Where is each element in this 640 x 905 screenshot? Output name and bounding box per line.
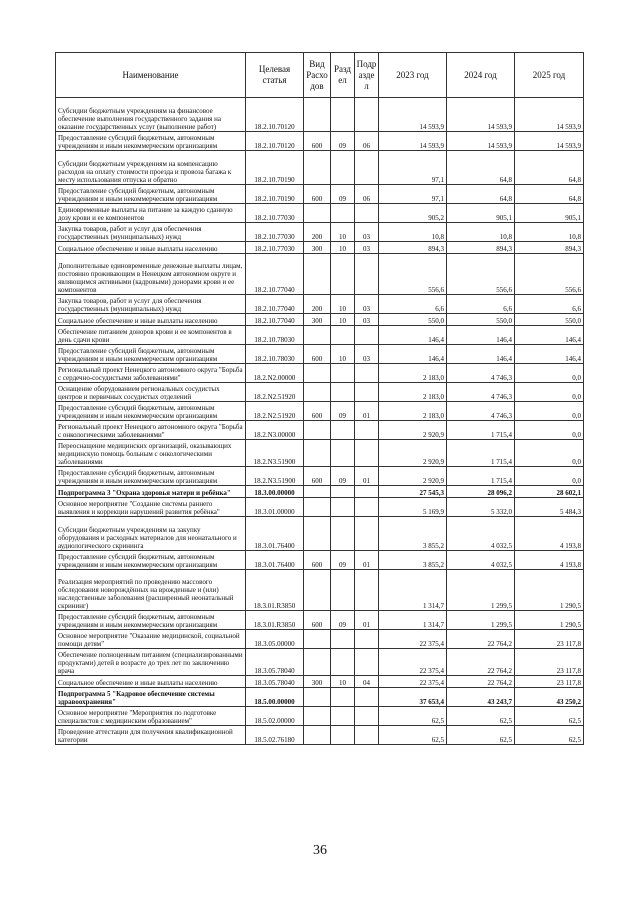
row-expense-type-cell xyxy=(304,440,331,467)
row-expense-type-cell: 200 xyxy=(304,223,331,242)
row-2025-value: 0,0 xyxy=(515,364,584,383)
row-expense-type-cell xyxy=(304,364,331,383)
table-row xyxy=(56,570,584,611)
row-subsection-cell xyxy=(355,498,379,517)
row-name-cell: Основное мероприятие "Создание системы раннего выявления и коррекции нарушений развития ребёнка" xyxy=(56,498,246,517)
row-section-cell: 09 xyxy=(331,611,355,630)
row-subsection-cell: 03 xyxy=(355,223,379,242)
table-row xyxy=(56,467,584,486)
table-row xyxy=(56,611,584,630)
row-subsection-cell xyxy=(355,486,379,498)
row-expense-type-cell xyxy=(304,326,331,345)
header-year-2023: 2023 год xyxy=(379,53,447,98)
row-subsection-cell xyxy=(355,254,379,295)
row-2025-value: 5 484,3 xyxy=(515,498,584,517)
row-expense-type-cell xyxy=(304,498,331,517)
row-2025-value: 64,8 xyxy=(515,151,584,185)
row-2024-value: 1 299,5 xyxy=(447,611,515,630)
row-2024-value: 4 746,3 xyxy=(447,383,515,402)
row-2024-value: 905,1 xyxy=(447,204,515,223)
row-name-cell: Предоставление субсидий бюджетным, автономным учреждениям и иным некоммерческим организациям xyxy=(56,345,246,364)
table-row xyxy=(56,254,584,295)
row-expense-type-cell xyxy=(304,254,331,295)
row-expense-type-cell xyxy=(304,570,331,611)
row-target-cell: 18.3.00.00000 xyxy=(246,486,304,498)
row-expense-type-cell xyxy=(304,726,331,745)
budget-table-page xyxy=(55,52,583,745)
table-row xyxy=(56,185,584,204)
table-row xyxy=(56,402,584,421)
table-header-row xyxy=(56,53,584,98)
row-subsection-cell xyxy=(355,383,379,402)
table-row xyxy=(56,204,584,223)
row-section-cell xyxy=(331,98,355,132)
row-name-cell: Субсидии бюджетным учреждениям на закупку оборудования и расходных материалов для неонатального и аудиологического скрининга xyxy=(56,517,246,551)
row-2023-value: 2 920,9 xyxy=(379,421,447,440)
row-subsection-cell xyxy=(355,630,379,649)
row-section-cell: 10 xyxy=(331,223,355,242)
table-row xyxy=(56,314,584,326)
row-section-cell xyxy=(331,254,355,295)
row-2023-value: 905,2 xyxy=(379,204,447,223)
row-subsection-cell: 01 xyxy=(355,611,379,630)
table-row xyxy=(56,326,584,345)
row-2024-value: 22 764,2 xyxy=(447,649,515,676)
row-2024-value: 5 332,0 xyxy=(447,498,515,517)
row-target-cell: 18.2.10.70120 xyxy=(246,132,304,151)
row-subsection-cell: 06 xyxy=(355,132,379,151)
row-subsection-cell xyxy=(355,204,379,223)
table-row xyxy=(56,383,584,402)
row-name-cell: Субсидии бюджетным учреждениям на финансовое обеспечение выполнения государственного задания на оказание государственных услуг (выполнение работ) xyxy=(56,98,246,132)
row-section-cell xyxy=(331,688,355,707)
row-2024-value: 28 096,2 xyxy=(447,486,515,498)
row-2024-value: 550,0 xyxy=(447,314,515,326)
row-name-cell: Предоставление субсидий бюджетным, автономным учреждениям и иным некоммерческим организациям xyxy=(56,467,246,486)
row-section-cell xyxy=(331,726,355,745)
row-expense-type-cell: 300 xyxy=(304,314,331,326)
header-expense-type: Вид Расхо дов xyxy=(304,53,331,98)
row-2024-value: 4 746,3 xyxy=(447,402,515,421)
row-target-cell: 18.3.01.R3850 xyxy=(246,611,304,630)
row-2024-value: 64,8 xyxy=(447,151,515,185)
row-2025-value: 14 593,9 xyxy=(515,98,584,132)
row-2024-value: 6,6 xyxy=(447,295,515,314)
row-target-cell: 18.3.01.R3850 xyxy=(246,570,304,611)
table-row xyxy=(56,242,584,254)
row-subsection-cell: 01 xyxy=(355,467,379,486)
row-section-cell: 10 xyxy=(331,345,355,364)
row-2025-value: 550,0 xyxy=(515,314,584,326)
row-name-cell: Региональный проект Ненецкого автономного округа "Борьба с сердечно-сосудистыми заболеваниями" xyxy=(56,364,246,383)
row-name-cell: Субсидии бюджетным учреждениям на компенсацию расходов на оплату стоимости проезда и провоза багажа к месту использования отпуска и обратно xyxy=(56,151,246,185)
row-subsection-cell xyxy=(355,326,379,345)
row-subsection-cell: 03 xyxy=(355,242,379,254)
row-target-cell: 18.2.10.77030 xyxy=(246,223,304,242)
row-expense-type-cell: 600 xyxy=(304,551,331,570)
row-subsection-cell: 01 xyxy=(355,402,379,421)
row-2024-value: 146,4 xyxy=(447,326,515,345)
row-expense-type-cell xyxy=(304,630,331,649)
page-number: 36 xyxy=(313,843,327,858)
row-expense-type-cell: 600 xyxy=(304,345,331,364)
row-2023-value: 3 855,2 xyxy=(379,517,447,551)
row-target-cell: 18.3.05.78040 xyxy=(246,676,304,688)
row-2025-value: 0,0 xyxy=(515,402,584,421)
row-2023-value: 2 183,0 xyxy=(379,383,447,402)
row-name-cell: Переоснащение медицинских организаций, оказывающих медицинскую помощь больным с онкологическими заболеваниями xyxy=(56,440,246,467)
row-2025-value: 146,4 xyxy=(515,326,584,345)
row-expense-type-cell xyxy=(304,649,331,676)
row-subsection-cell xyxy=(355,364,379,383)
table-row xyxy=(56,345,584,364)
table-row xyxy=(56,517,584,551)
row-2023-value: 97,1 xyxy=(379,151,447,185)
table-row xyxy=(56,486,584,498)
header-subsection: Подр азде л xyxy=(355,53,379,98)
table-row xyxy=(56,440,584,467)
row-name-cell: Основное мероприятие "Мероприятия по подготовке специалистов с медицинским образованием" xyxy=(56,707,246,726)
table-row xyxy=(56,688,584,707)
table-row xyxy=(56,132,584,151)
table-body xyxy=(56,98,584,745)
row-subsection-cell xyxy=(355,707,379,726)
row-target-cell: 18.2.10.77040 xyxy=(246,314,304,326)
row-target-cell: 18.2.10.78030 xyxy=(246,345,304,364)
row-2025-value: 0,0 xyxy=(515,383,584,402)
row-2025-value: 894,3 xyxy=(515,242,584,254)
row-2025-value: 556,6 xyxy=(515,254,584,295)
row-expense-type-cell xyxy=(304,151,331,185)
table-row xyxy=(56,649,584,676)
row-section-cell xyxy=(331,421,355,440)
row-target-cell: 18.2.10.70120 xyxy=(246,98,304,132)
row-2023-value: 37 653,4 xyxy=(379,688,447,707)
row-section-cell: 10 xyxy=(331,676,355,688)
row-expense-type-cell xyxy=(304,421,331,440)
row-2024-value: 1 715,4 xyxy=(447,467,515,486)
row-2024-value: 22 764,2 xyxy=(447,676,515,688)
row-section-cell: 10 xyxy=(331,295,355,314)
row-expense-type-cell xyxy=(304,486,331,498)
row-name-cell: Подпрограмма 3 "Охрана здоровья матери и ребёнка" xyxy=(56,486,246,498)
row-section-cell xyxy=(331,649,355,676)
row-section-cell xyxy=(331,630,355,649)
row-2025-value: 0,0 xyxy=(515,421,584,440)
row-2025-value: 43 250,2 xyxy=(515,688,584,707)
row-2024-value: 64,8 xyxy=(447,185,515,204)
row-target-cell: 18.2.N2.51920 xyxy=(246,402,304,421)
row-expense-type-cell: 600 xyxy=(304,467,331,486)
row-target-cell: 18.5.00.00000 xyxy=(246,688,304,707)
row-name-cell: Предоставление субсидий бюджетным, автономным учреждениям и иным некоммерческим организациям xyxy=(56,132,246,151)
row-2023-value: 1 314,7 xyxy=(379,611,447,630)
row-expense-type-cell xyxy=(304,707,331,726)
row-name-cell: Региональный проект Ненецкого автономного округа "Борьба с онкологическими заболеваниями" xyxy=(56,421,246,440)
row-section-cell xyxy=(331,570,355,611)
row-section-cell: 09 xyxy=(331,467,355,486)
row-target-cell: 18.2.10.70190 xyxy=(246,151,304,185)
row-2024-value: 43 243,7 xyxy=(447,688,515,707)
row-target-cell: 18.2.10.77030 xyxy=(246,242,304,254)
row-target-cell: 18.3.05.00000 xyxy=(246,630,304,649)
row-expense-type-cell xyxy=(304,688,331,707)
header-name: Наименование xyxy=(56,53,246,98)
row-2025-value: 905,1 xyxy=(515,204,584,223)
row-subsection-cell xyxy=(355,421,379,440)
row-2025-value: 4 193,8 xyxy=(515,517,584,551)
row-2023-value: 2 920,9 xyxy=(379,440,447,467)
row-target-cell: 18.2.N2.51920 xyxy=(246,383,304,402)
table-row xyxy=(56,498,584,517)
row-section-cell: 10 xyxy=(331,314,355,326)
row-2025-value: 23 117,8 xyxy=(515,649,584,676)
row-2023-value: 22 375,4 xyxy=(379,630,447,649)
row-expense-type-cell xyxy=(304,98,331,132)
row-name-cell: Предоставление субсидий бюджетным, автономным учреждениям и иным некоммерческим организациям xyxy=(56,611,246,630)
row-2024-value: 62,5 xyxy=(447,726,515,745)
row-subsection-cell: 01 xyxy=(355,551,379,570)
row-subsection-cell xyxy=(355,688,379,707)
row-section-cell xyxy=(331,486,355,498)
table-row xyxy=(56,707,584,726)
row-target-cell: 18.5.02.00000 xyxy=(246,707,304,726)
row-2024-value: 1 715,4 xyxy=(447,421,515,440)
row-name-cell: Основное мероприятие "Оказание медицинской, социальной помощи детям" xyxy=(56,630,246,649)
row-2023-value: 62,5 xyxy=(379,707,447,726)
row-2023-value: 62,5 xyxy=(379,726,447,745)
row-subsection-cell xyxy=(355,649,379,676)
row-2024-value: 62,5 xyxy=(447,707,515,726)
row-2023-value: 6,6 xyxy=(379,295,447,314)
row-expense-type-cell: 300 xyxy=(304,676,331,688)
row-target-cell: 18.2.N3.51900 xyxy=(246,467,304,486)
row-expense-type-cell: 600 xyxy=(304,185,331,204)
row-2023-value: 10,8 xyxy=(379,223,447,242)
row-target-cell: 18.2.N2.00000 xyxy=(246,364,304,383)
row-2023-value: 550,0 xyxy=(379,314,447,326)
row-2024-value: 1 715,4 xyxy=(447,440,515,467)
row-section-cell: 09 xyxy=(331,132,355,151)
table-row xyxy=(56,364,584,383)
row-target-cell: 18.2.N3.51900 xyxy=(246,440,304,467)
row-name-cell: Обеспечение питанием доноров крови и ее компонентов в день сдачи крови xyxy=(56,326,246,345)
row-2025-value: 146,4 xyxy=(515,345,584,364)
row-name-cell: Социальное обеспечение и иные выплаты населению xyxy=(56,676,246,688)
row-name-cell: Обеспечение полноценным питанием (специализированными продуктами) детей в возрасте до трех лет по заключению врача xyxy=(56,649,246,676)
row-2025-value: 62,5 xyxy=(515,726,584,745)
row-name-cell: Закупка товаров, работ и услуг для обеспечения государственных (муниципальных) нужд xyxy=(56,223,246,242)
row-section-cell: 10 xyxy=(331,242,355,254)
row-subsection-cell: 03 xyxy=(355,314,379,326)
row-2023-value: 1 314,7 xyxy=(379,570,447,611)
row-target-cell: 18.2.10.77040 xyxy=(246,295,304,314)
budget-table xyxy=(55,52,584,745)
row-2023-value: 5 169,9 xyxy=(379,498,447,517)
row-target-cell: 18.5.02.76180 xyxy=(246,726,304,745)
row-2023-value: 3 855,2 xyxy=(379,551,447,570)
row-2025-value: 10,8 xyxy=(515,223,584,242)
table-row xyxy=(56,630,584,649)
row-2025-value: 0,0 xyxy=(515,440,584,467)
row-2023-value: 27 545,3 xyxy=(379,486,447,498)
row-subsection-cell xyxy=(355,151,379,185)
row-section-cell xyxy=(331,517,355,551)
row-expense-type-cell xyxy=(304,383,331,402)
table-row xyxy=(56,223,584,242)
row-2025-value: 1 290,5 xyxy=(515,570,584,611)
row-2024-value: 556,6 xyxy=(447,254,515,295)
row-subsection-cell xyxy=(355,570,379,611)
row-subsection-cell: 04 xyxy=(355,676,379,688)
row-expense-type-cell xyxy=(304,517,331,551)
row-section-cell: 09 xyxy=(331,551,355,570)
row-2023-value: 2 183,0 xyxy=(379,364,447,383)
row-2024-value: 10,8 xyxy=(447,223,515,242)
row-name-cell: Социальное обеспечение и иные выплаты населению xyxy=(56,314,246,326)
row-target-cell: 18.3.01.00000 xyxy=(246,498,304,517)
table-row xyxy=(56,98,584,132)
row-2025-value: 23 117,8 xyxy=(515,676,584,688)
row-subsection-cell: 03 xyxy=(355,345,379,364)
row-2024-value: 894,3 xyxy=(447,242,515,254)
row-name-cell: Закупка товаров, работ и услуг для обеспечения государственных (муниципальных) нужд xyxy=(56,295,246,314)
row-target-cell: 18.3.05.78040 xyxy=(246,649,304,676)
row-2024-value: 14 593,9 xyxy=(447,98,515,132)
row-target-cell: 18.2.10.78030 xyxy=(246,326,304,345)
row-2023-value: 894,3 xyxy=(379,242,447,254)
table-row xyxy=(56,551,584,570)
row-2024-value: 4 032,5 xyxy=(447,517,515,551)
table-row xyxy=(56,421,584,440)
row-name-cell: Дополнительные единовременные денежные выплаты лицам, постоянно проживающим в Ненецком автономном округе и являющимся активными (кадровыми) донорами крови и ее компонентов xyxy=(56,254,246,295)
row-2023-value: 556,6 xyxy=(379,254,447,295)
row-target-cell: 18.2.10.70190 xyxy=(246,185,304,204)
row-2023-value: 22 375,4 xyxy=(379,676,447,688)
row-name-cell: Проведение аттестации для получения квалификационной категории xyxy=(56,726,246,745)
row-subsection-cell xyxy=(355,440,379,467)
row-name-cell: Подпрограмма 5 "Кадровое обеспечение системы здравоохранения" xyxy=(56,688,246,707)
row-section-cell xyxy=(331,364,355,383)
row-2025-value: 1 290,5 xyxy=(515,611,584,630)
row-2023-value: 97,1 xyxy=(379,185,447,204)
row-2025-value: 62,5 xyxy=(515,707,584,726)
row-section-cell xyxy=(331,151,355,185)
row-2025-value: 14 593,9 xyxy=(515,132,584,151)
row-2023-value: 22 375,4 xyxy=(379,649,447,676)
row-2023-value: 14 593,9 xyxy=(379,132,447,151)
row-section-cell xyxy=(331,440,355,467)
row-expense-type-cell: 300 xyxy=(304,242,331,254)
row-2023-value: 2 183,0 xyxy=(379,402,447,421)
row-name-cell: Предоставление субсидий бюджетным, автономным учреждениям и иным некоммерческим организациям xyxy=(56,551,246,570)
row-expense-type-cell: 600 xyxy=(304,402,331,421)
row-section-cell xyxy=(331,707,355,726)
table-row xyxy=(56,151,584,185)
row-2024-value: 22 764,2 xyxy=(447,630,515,649)
row-2025-value: 0,0 xyxy=(515,467,584,486)
row-section-cell xyxy=(331,326,355,345)
row-target-cell: 18.2.N3.00000 xyxy=(246,421,304,440)
row-expense-type-cell: 600 xyxy=(304,132,331,151)
row-2024-value: 4 032,5 xyxy=(447,551,515,570)
row-section-cell xyxy=(331,498,355,517)
row-2025-value: 23 117,8 xyxy=(515,630,584,649)
row-section-cell xyxy=(331,383,355,402)
row-2023-value: 146,4 xyxy=(379,345,447,364)
table-row xyxy=(56,295,584,314)
header-section: Разд ел xyxy=(331,53,355,98)
row-target-cell: 18.2.10.77030 xyxy=(246,204,304,223)
row-section-cell: 09 xyxy=(331,185,355,204)
row-name-cell: Предоставление субсидий бюджетным, автономным учреждениям и иным некоммерческим организациям xyxy=(56,185,246,204)
row-target-cell: 18.3.01.76400 xyxy=(246,517,304,551)
row-target-cell: 18.3.01.76400 xyxy=(246,551,304,570)
row-2023-value: 14 593,9 xyxy=(379,98,447,132)
row-subsection-cell xyxy=(355,98,379,132)
row-2025-value: 28 602,1 xyxy=(515,486,584,498)
row-section-cell xyxy=(331,204,355,223)
row-name-cell: Социальное обеспечение и иные выплаты населению xyxy=(56,242,246,254)
row-2024-value: 146,4 xyxy=(447,345,515,364)
row-target-cell: 18.2.10.77040 xyxy=(246,254,304,295)
row-2025-value: 64,8 xyxy=(515,185,584,204)
row-subsection-cell xyxy=(355,726,379,745)
row-subsection-cell: 06 xyxy=(355,185,379,204)
row-subsection-cell xyxy=(355,517,379,551)
row-subsection-cell: 03 xyxy=(355,295,379,314)
row-2024-value: 14 593,9 xyxy=(447,132,515,151)
row-2025-value: 4 193,8 xyxy=(515,551,584,570)
row-name-cell: Единовременные выплаты на питание за каждую сданную дозу крови и ее компонентов xyxy=(56,204,246,223)
row-name-cell: Оснащение оборудованием региональных сосудистых центров и первичных сосудистых отделений xyxy=(56,383,246,402)
row-2024-value: 4 746,3 xyxy=(447,364,515,383)
row-expense-type-cell: 600 xyxy=(304,611,331,630)
row-2023-value: 146,4 xyxy=(379,326,447,345)
row-name-cell: Реализация мероприятий по проведению массового обследования новорождённых на врожденные и (или) наследственные заболевания (расширенный неонатальный скрининг) xyxy=(56,570,246,611)
header-target-article: Целевая статья xyxy=(246,53,304,98)
row-2025-value: 6,6 xyxy=(515,295,584,314)
header-year-2024: 2024 год xyxy=(447,53,515,98)
row-2023-value: 2 920,9 xyxy=(379,467,447,486)
row-name-cell: Предоставление субсидий бюджетным, автономным учреждениям и иным некоммерческим организациям xyxy=(56,402,246,421)
table-row xyxy=(56,726,584,745)
table-row xyxy=(56,676,584,688)
row-expense-type-cell xyxy=(304,204,331,223)
row-section-cell: 09 xyxy=(331,402,355,421)
row-2024-value: 1 299,5 xyxy=(447,570,515,611)
row-expense-type-cell: 200 xyxy=(304,295,331,314)
header-year-2025: 2025 год xyxy=(515,53,584,98)
